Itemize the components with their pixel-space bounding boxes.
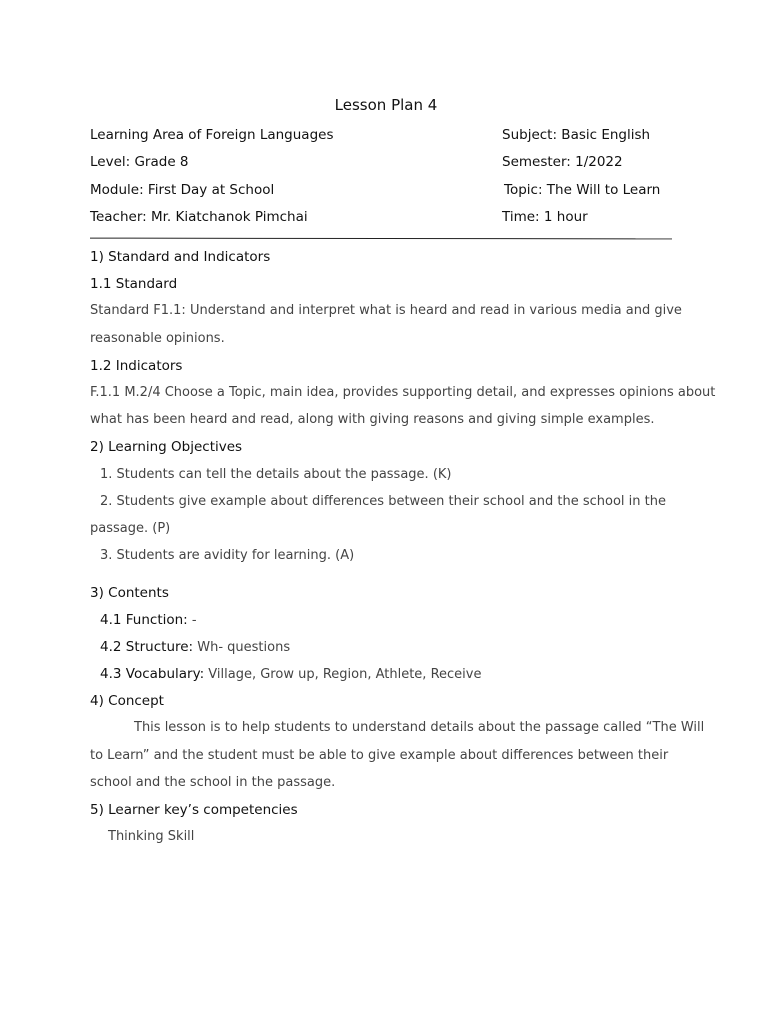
time: Time: 1 hour xyxy=(502,209,588,225)
section-2-heading: 2) Learning Objectives xyxy=(90,439,243,455)
function-value: - xyxy=(187,613,197,628)
function-label: 4.1 Function: xyxy=(100,612,188,628)
vocabulary-label: 4.3 Vocabulary: xyxy=(100,666,205,682)
section-1-2-heading: 1.2 Indicators xyxy=(90,358,183,374)
concept-line-1: This lesson is to help students to understand details about the passage called “The Will xyxy=(134,720,705,735)
contents-structure xyxy=(100,639,290,655)
standard-text-line-1: Standard F1.1: Understand and interpret what is heard and read in various media and give xyxy=(90,303,682,318)
objective-2-line-2: passage. (P) xyxy=(90,521,171,536)
standard-text-line-2: reasonable opinions. xyxy=(90,331,225,346)
section-1-heading: 1) Standard and Indicators xyxy=(90,249,271,265)
level: Level: Grade 8 xyxy=(90,154,189,170)
competency-1: Thinking Skill xyxy=(108,829,195,844)
learning-area: Learning Area of Foreign Languages xyxy=(90,127,334,143)
header-divider xyxy=(90,238,672,240)
contents-vocabulary xyxy=(100,666,481,682)
structure-label: 4.2 Structure: xyxy=(100,639,194,655)
page-title: Lesson Plan 4 xyxy=(334,96,438,114)
indicator-text-line-1: F.1.1 M.2/4 Choose a Topic, main idea, provides supporting detail, and expresses opinions about xyxy=(90,385,716,400)
section-5-heading: 5) Learner key’s competencies xyxy=(90,802,298,818)
concept-line-2: to Learn” and the student must be able to give example about differences between their xyxy=(90,748,669,763)
section-1-1-heading: 1.1 Standard xyxy=(90,276,178,292)
teacher: Teacher: Mr. Kiatchanok Pimchai xyxy=(90,209,308,225)
objective-2-line-1: 2. Students give example about differences between their school and the school in the xyxy=(100,494,666,509)
section-4-heading: 4) Concept xyxy=(90,693,164,709)
topic: Topic: The Will to Learn xyxy=(504,182,661,198)
indicator-text-line-2: what has been heard and read, along with giving reasons and giving simple examples. xyxy=(90,412,655,427)
semester: Semester: 1/2022 xyxy=(502,154,623,170)
section-3-heading: 3) Contents xyxy=(90,585,169,601)
subject: Subject: Basic English xyxy=(502,127,651,143)
contents-function xyxy=(100,612,197,628)
concept-line-3: school and the school in the passage. xyxy=(90,775,336,790)
module: Module: First Day at School xyxy=(90,182,275,198)
vocabulary-value: Village, Grow up, Region, Athlete, Receive xyxy=(204,667,482,682)
objective-1: 1. Students can tell the details about the passage. (K) xyxy=(100,467,452,482)
structure-value: Wh- questions xyxy=(193,640,291,655)
objective-3: 3. Students are avidity for learning. (A) xyxy=(100,548,355,563)
